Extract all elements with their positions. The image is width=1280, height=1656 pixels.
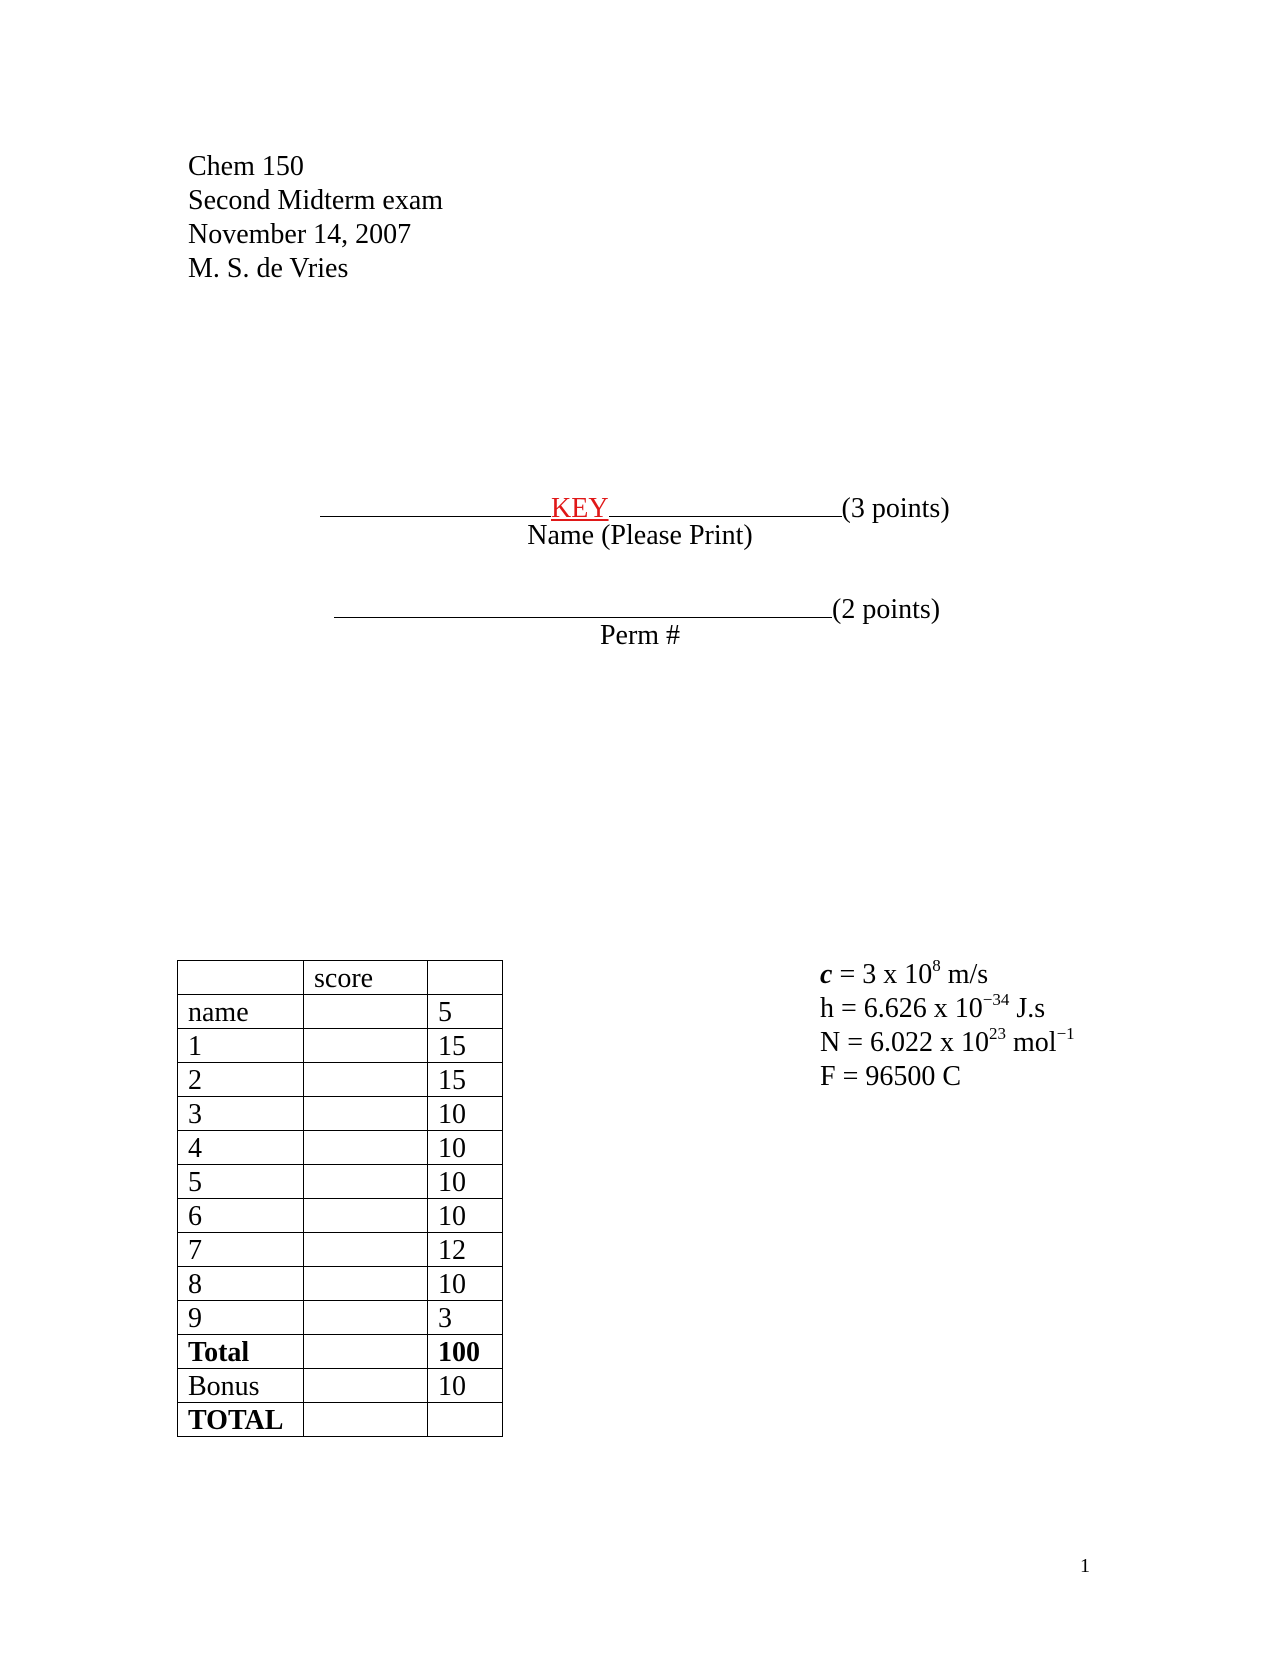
table-row (178, 1131, 503, 1165)
row-score-cell[interactable] (304, 1063, 428, 1097)
constant-faraday: F = 96500 C (820, 1061, 962, 1092)
table-row (178, 1233, 503, 1267)
constant-n-text: N = 6.022 x 10 (820, 1027, 990, 1058)
row-points-cell (428, 1403, 503, 1437)
name-field-value[interactable]: KEY (551, 493, 609, 524)
row-label-cell: TOTAL (178, 1403, 304, 1437)
row-points-cell: 15 (428, 1063, 503, 1097)
name-blank-left[interactable] (320, 486, 551, 517)
table-row (178, 1097, 503, 1131)
table-header-cell (428, 961, 503, 995)
row-score-cell[interactable] (304, 1165, 428, 1199)
row-label-cell: 2 (178, 1063, 304, 1097)
row-score-cell[interactable] (304, 1097, 428, 1131)
table-header-cell: score (304, 961, 428, 995)
course-title: Chem 150 (188, 151, 304, 182)
row-points-cell: 10 (428, 1165, 503, 1199)
perm-field-points: (2 points) (832, 594, 941, 625)
physical-constants (820, 955, 1075, 1094)
page-number: 1 (1080, 1555, 1090, 1577)
perm-field-caption: Perm # (599, 620, 681, 651)
row-score-cell[interactable] (304, 1403, 428, 1437)
row-score-cell[interactable] (304, 1267, 428, 1301)
constant-h-text: h = 6.626 x 10 (820, 993, 983, 1024)
row-points-cell: 10 (428, 1369, 503, 1403)
constant-n-exponent: 23 (989, 1023, 1007, 1043)
table-row (178, 1199, 503, 1233)
row-label-cell: 6 (178, 1199, 304, 1233)
row-score-cell[interactable] (304, 995, 428, 1029)
row-label-cell: 9 (178, 1301, 304, 1335)
table-row (178, 1369, 503, 1403)
table-row (178, 1335, 503, 1369)
constant-h-exponent: −34 (982, 989, 1010, 1009)
constant-c-text: = 3 x 10 (832, 959, 933, 990)
constant-n-unit-exponent: −1 (1056, 1023, 1075, 1043)
row-score-cell[interactable] (304, 1131, 428, 1165)
constant-avogadro (820, 1023, 1075, 1060)
row-points-cell: 10 (428, 1267, 503, 1301)
row-label-cell: Total (178, 1335, 304, 1369)
row-points-cell: 12 (428, 1233, 503, 1267)
row-points-cell: 10 (428, 1199, 503, 1233)
row-score-cell[interactable] (304, 1029, 428, 1063)
exam-title: Second Midterm exam (188, 185, 444, 216)
row-points-cell: 10 (428, 1097, 503, 1131)
table-header-cell (178, 961, 304, 995)
table-row (178, 1301, 503, 1335)
row-label-cell: name (178, 995, 304, 1029)
name-field-points: (3 points) (841, 493, 950, 524)
table-row (178, 1029, 503, 1063)
row-points-cell: 3 (428, 1301, 503, 1335)
constant-c-unit: m/s (940, 959, 989, 990)
name-field-caption: Name (Please Print) (527, 520, 753, 551)
row-score-cell[interactable] (304, 1369, 428, 1403)
score-table (177, 960, 503, 1437)
row-label-cell: 4 (178, 1131, 304, 1165)
table-row (178, 1063, 503, 1097)
constant-speed-of-light (820, 955, 1075, 992)
exam-date: November 14, 2007 (188, 219, 412, 250)
score-table-header-row (178, 961, 503, 995)
constant-c-exponent: 8 (932, 955, 941, 975)
row-label-cell: 8 (178, 1267, 304, 1301)
exam-header (188, 150, 443, 286)
row-label-cell: 7 (178, 1233, 304, 1267)
row-score-cell[interactable] (304, 1199, 428, 1233)
instructor-name: M. S. de Vries (188, 253, 349, 284)
row-label-cell: 1 (178, 1029, 304, 1063)
row-points-cell: 10 (428, 1131, 503, 1165)
constant-h-unit: J.s (1009, 993, 1046, 1024)
table-row (178, 1403, 503, 1437)
name-blank-right[interactable] (609, 486, 842, 517)
constant-planck (820, 989, 1075, 1026)
row-label-cell: 5 (178, 1165, 304, 1199)
row-score-cell[interactable] (304, 1233, 428, 1267)
row-score-cell[interactable] (304, 1335, 428, 1369)
row-label-cell: 3 (178, 1097, 304, 1131)
constant-n-unit: mol (1006, 1027, 1057, 1058)
perm-field-value[interactable] (334, 587, 832, 618)
row-points-cell: 15 (428, 1029, 503, 1063)
row-points-cell: 5 (428, 995, 503, 1029)
constant-c-symbol: c (820, 959, 833, 990)
row-label-cell: Bonus (178, 1369, 304, 1403)
table-row (178, 1267, 503, 1301)
table-row (178, 995, 503, 1029)
row-points-cell: 100 (428, 1335, 503, 1369)
table-row (178, 1165, 503, 1199)
row-score-cell[interactable] (304, 1301, 428, 1335)
